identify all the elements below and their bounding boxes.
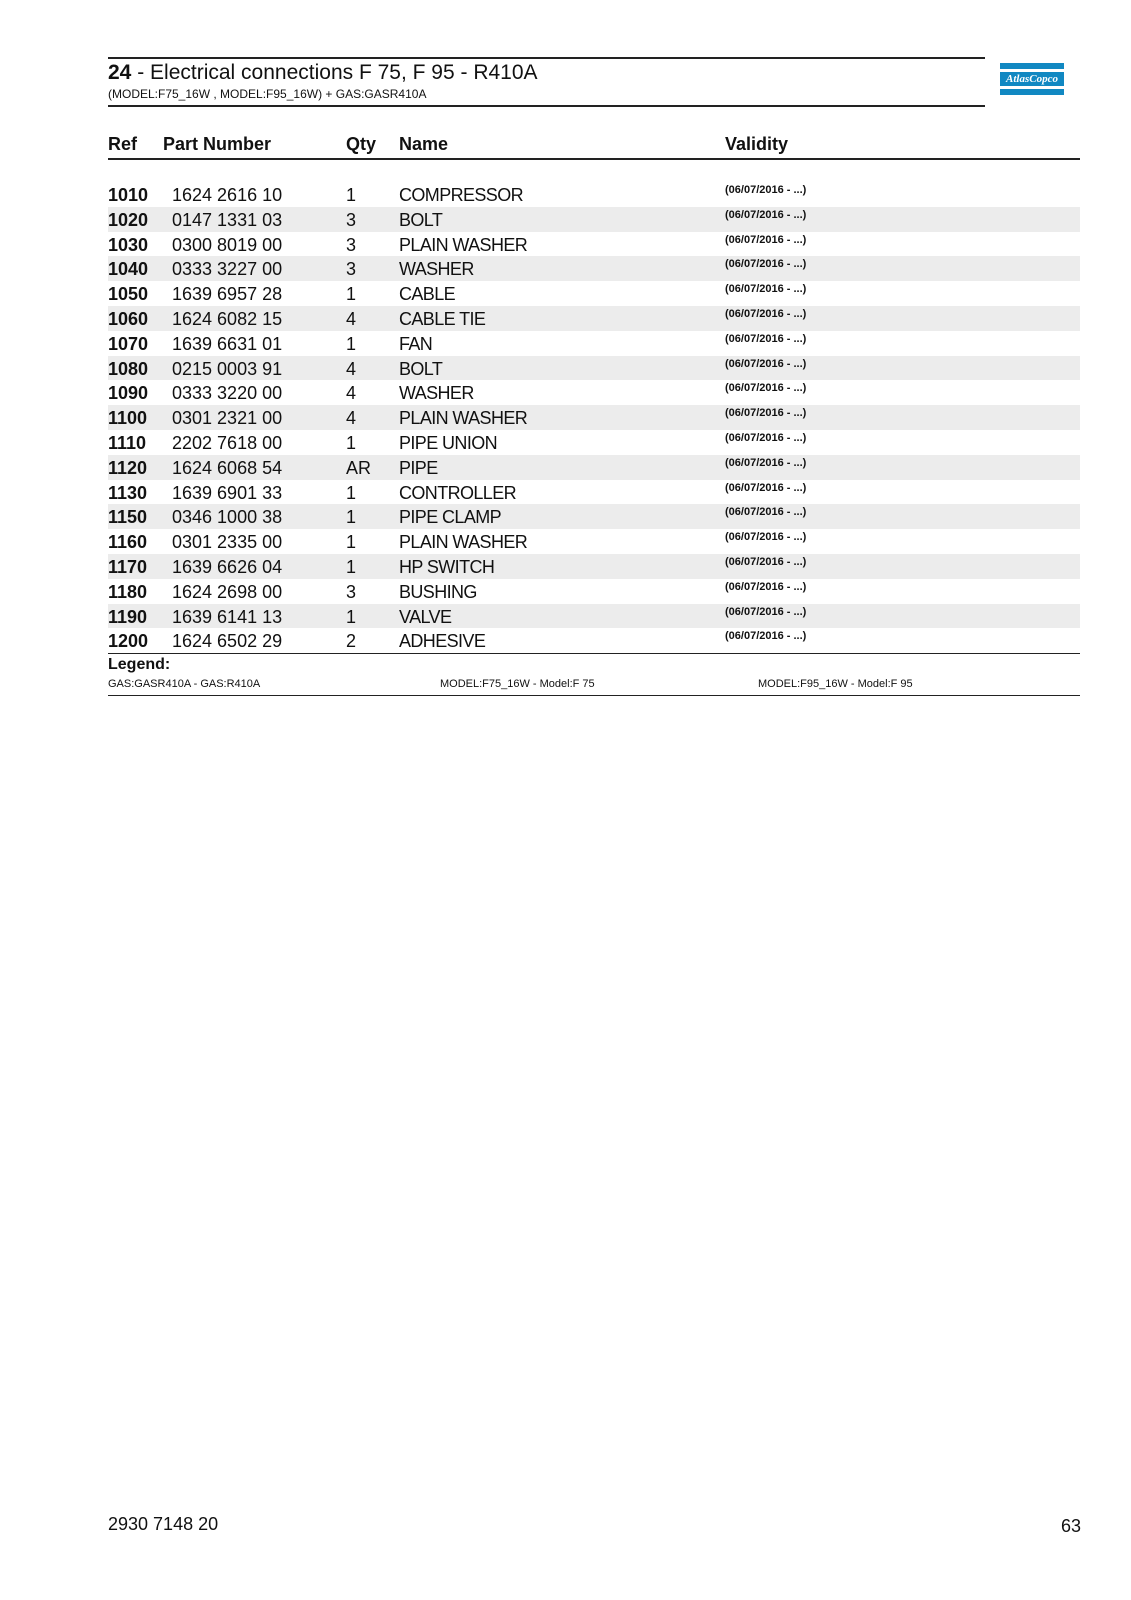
table-row [108, 331, 1080, 356]
qty-cell: 1 [346, 532, 357, 553]
part-number-cell: 0147 1331 03 [172, 209, 283, 230]
name-cell: PIPE CLAMP [399, 507, 502, 528]
part-number-cell: 1624 6068 54 [172, 457, 283, 478]
name-cell: VALVE [399, 606, 452, 627]
table-row [108, 380, 1080, 405]
validity-cell: (06/07/2016 - ...) [725, 555, 807, 568]
ref-cell: 1190 [108, 606, 148, 627]
ref-cell: 1090 [108, 383, 149, 404]
name-cell: PIPE [399, 457, 438, 478]
validity-cell: (06/07/2016 - ...) [725, 233, 807, 246]
column-name: Name [399, 134, 449, 154]
qty-cell: 1 [346, 606, 357, 627]
validity-cell: (06/07/2016 - ...) [725, 382, 807, 395]
part-number-cell: 1639 6957 28 [172, 284, 283, 305]
table-row [108, 504, 1080, 529]
name-cell: BOLT [399, 358, 443, 379]
part-number-cell: 0333 3227 00 [172, 259, 283, 280]
part-number-cell: 1624 2698 00 [172, 581, 283, 602]
column-validity: Validity [725, 134, 789, 154]
ref-cell: 1010 [108, 185, 149, 205]
page-number: 63 [1060, 1516, 1081, 1536]
qty-cell: 4 [346, 408, 357, 429]
validity-cell: (06/07/2016 - ...) [725, 332, 807, 345]
part-number-cell: 1624 6502 29 [172, 631, 283, 652]
ref-cell: 1030 [108, 234, 149, 255]
qty-cell: 1 [346, 333, 357, 354]
ref-cell: 1020 [108, 209, 149, 230]
qty-cell: 1 [346, 556, 357, 577]
qty-cell: 2 [346, 631, 357, 652]
table-row [108, 529, 1080, 554]
ref-cell: 1180 [108, 581, 148, 602]
table-row [108, 356, 1080, 381]
parts-table-body [108, 182, 1080, 653]
name-cell: ADHESIVE [399, 631, 486, 652]
table-row [108, 628, 1080, 653]
name-cell: CABLE TIE [399, 308, 486, 329]
column-ref: Ref [108, 134, 138, 154]
qty-cell: 4 [346, 383, 357, 404]
document-number: 2930 7148 20 [108, 1514, 219, 1534]
part-number-cell: 0301 2335 00 [172, 532, 283, 553]
section-subtitle: (MODEL:F75_16W , MODEL:F95_16W) + GAS:GASR410A [108, 87, 427, 101]
table-row [108, 455, 1080, 480]
ref-cell: 1110 [108, 432, 147, 453]
validity-cell: (06/07/2016 - ...) [725, 456, 807, 469]
legend-item: MODEL:F95_16W - Model:F 95 [758, 678, 913, 690]
name-cell: PLAIN WASHER [399, 408, 528, 429]
legend [108, 653, 1080, 696]
qty-cell: 1 [346, 507, 357, 528]
validity-cell: (06/07/2016 - ...) [725, 531, 807, 544]
table-row [108, 604, 1080, 629]
logo-text: AtlasCopco [1006, 73, 1058, 85]
page-header [108, 57, 985, 107]
validity-cell: (06/07/2016 - ...) [725, 630, 807, 643]
atlas-copco-logo [1000, 63, 1064, 95]
qty-cell: 4 [346, 358, 357, 379]
table-row [108, 182, 1080, 207]
ref-cell: 1070 [108, 333, 149, 354]
table-row [108, 207, 1080, 232]
ref-cell: 1130 [108, 482, 148, 503]
table-row [108, 232, 1080, 257]
ref-cell: 1080 [108, 358, 149, 379]
validity-cell: (06/07/2016 - ...) [725, 258, 807, 271]
part-number-cell: 1639 6141 13 [172, 606, 283, 627]
table-row [108, 256, 1080, 281]
name-cell: PLAIN WASHER [399, 234, 528, 255]
name-cell: WASHER [399, 259, 474, 280]
part-number-cell: 1639 6901 33 [172, 482, 283, 503]
section-title [108, 61, 985, 85]
name-cell: FAN [399, 333, 433, 354]
qty-cell: 3 [346, 209, 357, 230]
legend-title: Legend: [108, 656, 171, 673]
validity-cell: (06/07/2016 - ...) [725, 481, 807, 494]
column-qty: Qty [346, 134, 377, 154]
ref-cell: 1050 [108, 284, 149, 305]
qty-cell: 4 [346, 308, 357, 329]
table-row [108, 405, 1080, 430]
ref-cell: 1150 [108, 507, 148, 528]
qty-cell: 1 [346, 432, 357, 453]
column-part-number: Part Number [163, 134, 272, 154]
ref-cell: 1100 [108, 408, 148, 429]
ref-cell: 1040 [108, 259, 149, 280]
qty-cell: 3 [346, 581, 357, 602]
name-cell: PIPE UNION [399, 432, 498, 453]
name-cell: COMPRESSOR [399, 185, 524, 205]
ref-cell: 1160 [108, 532, 148, 553]
ref-cell: 1120 [108, 457, 148, 478]
qty-cell: AR [346, 457, 372, 478]
name-cell: CABLE [399, 284, 456, 305]
validity-cell: (06/07/2016 - ...) [725, 283, 807, 296]
part-number-cell: 2202 7618 00 [172, 432, 283, 453]
name-cell: CONTROLLER [399, 482, 517, 503]
table-header [108, 132, 1080, 160]
part-number-cell: 0333 3220 00 [172, 383, 283, 404]
legend-item: GAS:GASR410A - GAS:R410A [108, 678, 261, 690]
validity-cell: (06/07/2016 - ...) [725, 357, 807, 370]
part-number-cell: 0300 8019 00 [172, 234, 283, 255]
validity-cell: (06/07/2016 - ...) [725, 407, 807, 420]
table-row [108, 579, 1080, 604]
part-number-cell: 1624 6082 15 [172, 308, 283, 329]
table-row [108, 281, 1080, 306]
qty-cell: 3 [346, 259, 357, 280]
name-cell: WASHER [399, 383, 474, 404]
name-cell: PLAIN WASHER [399, 532, 528, 553]
table-row [108, 306, 1080, 331]
ref-cell: 1200 [108, 631, 149, 652]
part-number-cell: 1639 6631 01 [172, 333, 283, 354]
validity-cell: (06/07/2016 - ...) [725, 208, 807, 221]
validity-cell: (06/07/2016 - ...) [725, 431, 807, 444]
validity-cell: (06/07/2016 - ...) [725, 506, 807, 519]
name-cell: HP SWITCH [399, 556, 495, 577]
qty-cell: 1 [346, 185, 357, 205]
ref-cell: 1060 [108, 308, 149, 329]
table-row [108, 430, 1080, 455]
qty-cell: 1 [346, 482, 357, 503]
qty-cell: 1 [346, 284, 357, 305]
validity-cell: (06/07/2016 - ...) [725, 307, 807, 320]
name-cell: BOLT [399, 209, 443, 230]
section-number: 24 [108, 61, 132, 84]
qty-cell: 3 [346, 234, 357, 255]
section-title-text: - Electrical connections F 75, F 95 - R410A [131, 61, 538, 84]
part-number-cell: 0215 0003 91 [172, 358, 283, 379]
validity-cell: (06/07/2016 - ...) [725, 605, 807, 618]
ref-cell: 1170 [108, 556, 148, 577]
part-number-cell: 1639 6626 04 [172, 556, 283, 577]
name-cell: BUSHING [399, 581, 477, 602]
part-number-cell: 0346 1000 38 [172, 507, 283, 528]
part-number-cell: 1624 2616 10 [172, 185, 283, 205]
validity-cell: (06/07/2016 - ...) [725, 184, 807, 196]
table-row [108, 480, 1080, 505]
part-number-cell: 0301 2321 00 [172, 408, 283, 429]
table-row [108, 554, 1080, 579]
validity-cell: (06/07/2016 - ...) [725, 580, 807, 593]
legend-item: MODEL:F75_16W - Model:F 75 [440, 678, 595, 690]
